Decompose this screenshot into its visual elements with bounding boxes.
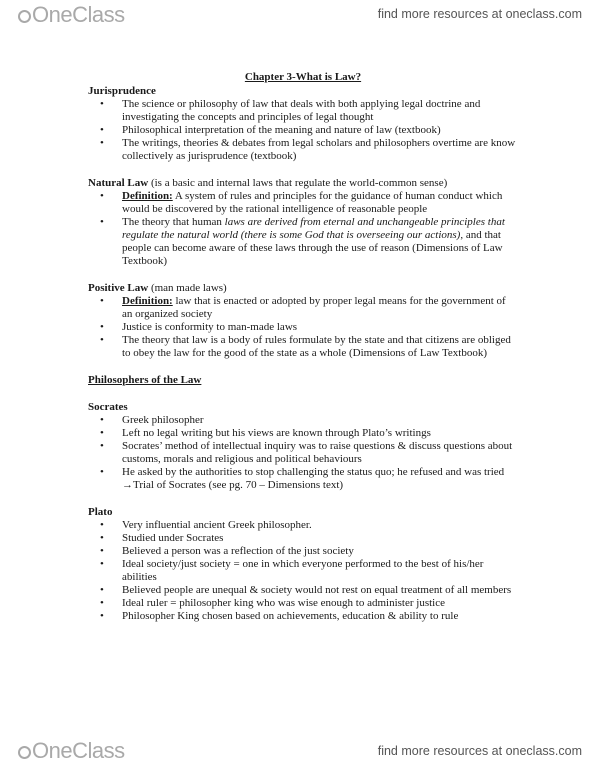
oneclass-logo[interactable] bbox=[18, 738, 125, 764]
oneclass-logo[interactable] bbox=[18, 2, 125, 28]
list-item bbox=[122, 295, 518, 321]
list-item: • The writings, theories & debates from legal scholars and philosophers overtime are know collectively as jurisprudence (textbook) bbox=[122, 137, 518, 163]
document-body bbox=[88, 71, 518, 623]
list-item: • Very influential ancient Greek philosopher. bbox=[122, 519, 518, 532]
positive-law-note: (man made laws) bbox=[148, 282, 227, 294]
plato-list bbox=[88, 519, 518, 623]
list-item: • Believed people are unequal & society would not rest on equal treatment of all members bbox=[122, 584, 518, 597]
natural-law-list bbox=[88, 190, 518, 268]
find-more-link[interactable]: find more resources at oneclass.com bbox=[377, 744, 582, 758]
page-title: Chapter 3-What is Law? bbox=[244, 71, 362, 83]
positive-law-heading bbox=[88, 282, 518, 295]
logo-text: OneClass bbox=[32, 2, 125, 27]
theory-text-end: , and that people can become aware of these laws through the use of reason (Dimensions of Law Textbook) bbox=[122, 229, 503, 267]
list-item: • Philosopher King chosen based on achievements, education & ability to rule bbox=[122, 610, 518, 623]
jurisprudence-list bbox=[88, 98, 518, 163]
list-item: • Ideal ruler = philosopher king who was wise enough to administer justice bbox=[122, 597, 518, 610]
theory-italic-text: laws are derived from eternal and unchangeable principles that regulate the natural world (there is some God that is overseeing our actions) bbox=[122, 216, 505, 241]
list-item: • The theory that law is a body of rules formulate by the state and that citizens are obliged to obey the law for the good of the state as a whole (Dimensions of Law Textbook) bbox=[122, 334, 518, 360]
socrates-list bbox=[88, 414, 518, 492]
jurisprudence-heading: Jurisprudence bbox=[88, 85, 156, 97]
definition-label: Definition: bbox=[122, 190, 173, 202]
list-item: • Socrates’ method of intellectual inquiry was to raise questions & discuss questions about customs, morals and religious and political behaviours bbox=[122, 440, 518, 466]
definition-label: Definition: bbox=[122, 295, 173, 307]
list-item: • Studied under Socrates bbox=[122, 532, 518, 545]
list-item bbox=[122, 190, 518, 216]
natural-law-note: (is a basic and internal laws that regulate the world-common sense) bbox=[148, 177, 448, 189]
list-item: • Philosophical interpretation of the meaning and nature of law (textbook) bbox=[122, 124, 518, 137]
find-more-link[interactable]: find more resources at oneclass.com bbox=[377, 7, 582, 21]
definition-text: A system of rules and principles for the guidance of human conduct which would be discovered by the rational intelligence of reasonable people bbox=[122, 190, 503, 215]
logo-text: OneClass bbox=[32, 738, 125, 763]
list-item: • Left no legal writing but his views are known through Plato’s writings bbox=[122, 427, 518, 440]
definition-text: law that is enacted or adopted by proper legal means for the government of an organized society bbox=[122, 295, 506, 320]
list-item: • Greek philosopher bbox=[122, 414, 518, 427]
list-item: • Justice is conformity to man-made laws bbox=[122, 321, 518, 334]
logo-ring-icon bbox=[18, 746, 31, 759]
list-item: • He asked by the authorities to stop challenging the status quo; he refused and was tried →Trial of Socrates (see pg. 70 – Dimensions text) bbox=[122, 466, 518, 492]
list-item: • The science or philosophy of law that deals with both applying legal doctrine and investigating the concepts and principles of legal thought bbox=[122, 98, 518, 124]
plato-heading: Plato bbox=[88, 506, 113, 518]
philosophers-heading: Philosophers of the Law bbox=[88, 374, 202, 386]
list-item: • Ideal society/just society = one in which everyone performed to the best of his/her abilities bbox=[122, 558, 518, 584]
page-header bbox=[0, 0, 595, 30]
theory-text: The theory that human bbox=[122, 216, 225, 228]
list-item bbox=[122, 216, 518, 268]
page-footer bbox=[0, 735, 595, 770]
natural-law-heading bbox=[88, 177, 518, 190]
socrates-heading: Socrates bbox=[88, 401, 128, 413]
logo-ring-icon bbox=[18, 10, 31, 23]
natural-law-title: Natural Law bbox=[88, 177, 149, 189]
positive-law-list bbox=[88, 295, 518, 360]
list-item: • Believed a person was a reflection of the just society bbox=[122, 545, 518, 558]
positive-law-title: Positive Law bbox=[88, 282, 149, 294]
